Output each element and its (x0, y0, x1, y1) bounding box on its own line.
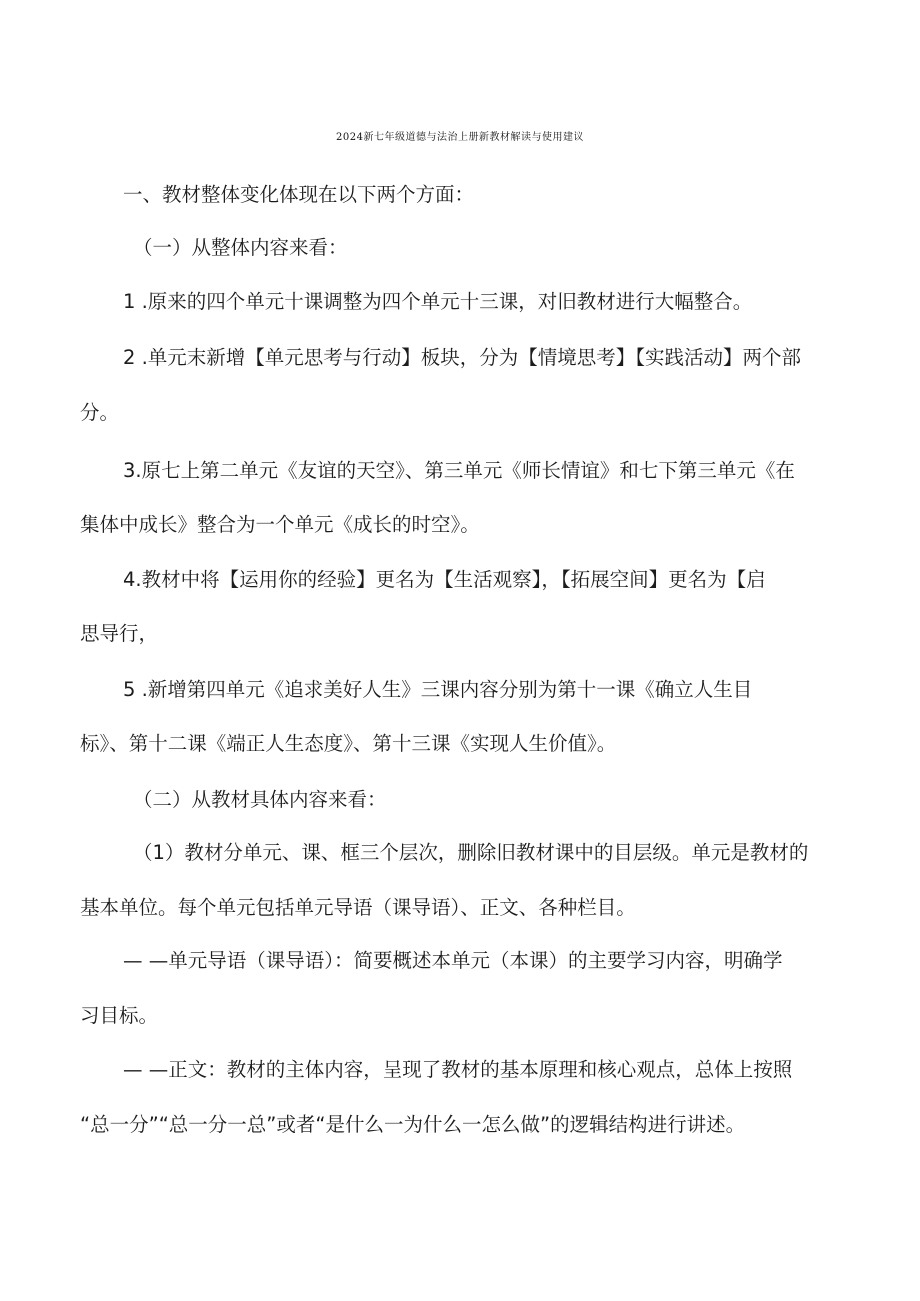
paragraph-line: 分。 (80, 401, 120, 424)
paragraph-line: “总一分”“总一分一总”或者“是什么一为什么一怎么做”的逻辑结构进行讲述。 (80, 1113, 746, 1136)
paragraph-line: 思导行， (80, 622, 159, 645)
paragraph-line: 2 .单元末新增【单元思考与行动】板块，分为【情境思考】【实践活动】两个部 (123, 346, 802, 369)
paragraph-line: （1）教材分单元、课、框三个层次，删除旧教材课中的目层级。单元是教材的 (133, 841, 809, 864)
paragraph-line: 集体中成长》整合为一个单元《成长的时空》。 (80, 513, 480, 536)
section-heading-1: 一、教材整体变化体现在以下两个方面： (123, 183, 475, 206)
document-title: 2024新七年级道德与法治上册新教材解读与使用建议 (336, 132, 584, 143)
paragraph-line: — —正文：教材的主体内容，呈现了教材的基本原理和核心观点，总体上按照 (123, 1058, 793, 1081)
paragraph-line: 4.教材中将【运用你的经验】更名为【生活观察】，【拓展空间】更名为【启 (123, 568, 766, 591)
paragraph-line: 5 .新增第四单元《追求美好人生》三课内容分别为第十一课《确立人生目 (123, 678, 753, 701)
paragraph-line: 标》、第十二课《端正人生态度》、第十三课《实现人生价值》。 (80, 732, 617, 755)
paragraph-line: 1 .原来的四个单元十课调整为四个单元十三课，对旧教材进行大幅整合。 (123, 290, 753, 313)
paragraph-line: 习目标。 (80, 1004, 159, 1027)
subsection-heading-2: （二）从教材具体内容来看： (133, 788, 387, 811)
paragraph-line: 3.原七上第二单元《友谊的天空》、第三单元《师长情谊》和七下第三单元《在 (123, 459, 795, 482)
paragraph-line: 基本单位。每个单元包括单元导语（课导语）、正文、各种栏目。 (80, 896, 636, 919)
subsection-heading-1: （一）从整体内容来看： (133, 236, 348, 259)
paragraph-line: — —单元导语（课导语）：简要概述本单元（本课）的主要学习内容，明确学 (123, 949, 783, 972)
